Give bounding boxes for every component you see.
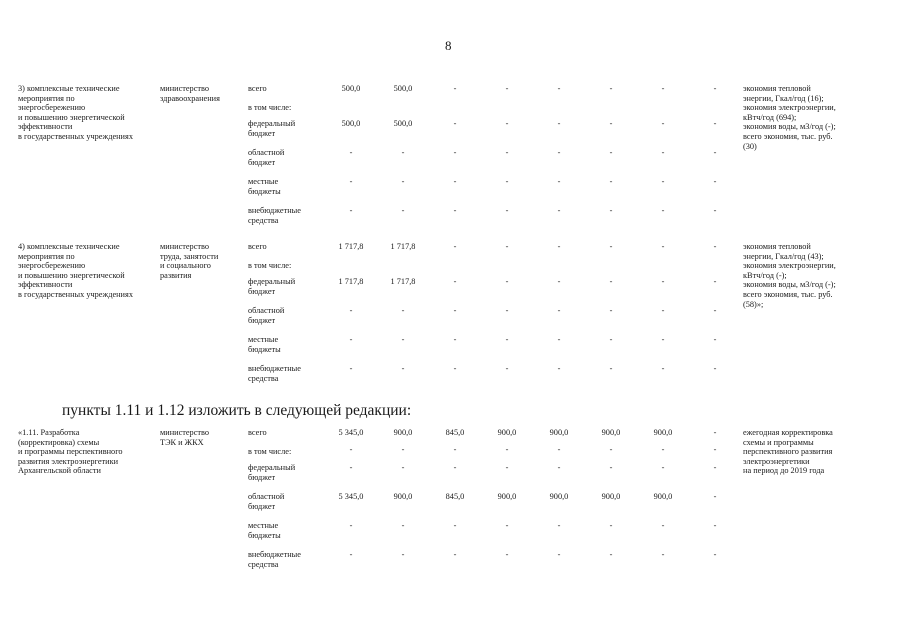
- funding-value: 500,0: [341, 119, 361, 128]
- heading: пункты 1.11 и 1.12 изложить в следующей редакции:: [62, 402, 412, 419]
- funding-value: -: [661, 148, 665, 157]
- funding-value: -: [505, 277, 509, 286]
- funding-row: [0, 306, 905, 334]
- funding-value: -: [453, 463, 457, 472]
- funding-value: -: [713, 335, 717, 344]
- funding-value: -: [557, 84, 561, 93]
- funding-value: -: [401, 148, 405, 157]
- funding-value: -: [661, 119, 665, 128]
- funding-value: -: [557, 177, 561, 186]
- funding-value: -: [557, 550, 561, 559]
- funding-value: 900,0: [393, 428, 413, 437]
- funding-row: [0, 206, 905, 234]
- funding-value: -: [557, 335, 561, 344]
- funding-value: -: [401, 306, 405, 315]
- funding-source: всего: [248, 242, 267, 251]
- funding-value: -: [349, 335, 353, 344]
- funding-value: 500,0: [393, 84, 413, 93]
- funding-value: -: [453, 119, 457, 128]
- funding-value: -: [609, 242, 613, 251]
- funding-value: -: [713, 521, 717, 530]
- funding-value: 900,0: [497, 428, 517, 437]
- funding-value: 900,0: [653, 428, 673, 437]
- funding-value: -: [349, 177, 353, 186]
- funding-source: местные бюджеты: [248, 177, 281, 196]
- funding-value: -: [505, 206, 509, 215]
- funding-value: -: [349, 445, 353, 454]
- funding-value: -: [401, 177, 405, 186]
- funding-value: -: [661, 550, 665, 559]
- funding-source: местные бюджеты: [248, 521, 281, 540]
- funding-value: -: [713, 84, 717, 93]
- funding-value: -: [401, 521, 405, 530]
- funding-value: -: [713, 364, 717, 373]
- funding-value: -: [557, 242, 561, 251]
- funding-value: -: [453, 84, 457, 93]
- funding-value: 845,0: [445, 428, 465, 437]
- funding-value: -: [401, 335, 405, 344]
- funding-value: 1 717,8: [338, 242, 364, 251]
- funding-value: -: [557, 206, 561, 215]
- funding-value: -: [661, 364, 665, 373]
- funding-value: 900,0: [393, 492, 413, 501]
- funding-value: -: [453, 177, 457, 186]
- funding-value: -: [401, 445, 405, 454]
- funding-value: -: [505, 148, 509, 157]
- funding-source: областной бюджет: [248, 148, 285, 167]
- funding-source: в том числе:: [248, 103, 292, 112]
- funding-value: -: [609, 177, 613, 186]
- funding-value: -: [713, 277, 717, 286]
- funding-value: -: [505, 119, 509, 128]
- funding-value: -: [453, 335, 457, 344]
- executor: министерство труда, занятости и социального развития: [160, 242, 219, 280]
- funding-source: федеральный бюджет: [248, 119, 296, 138]
- funding-source: местные бюджеты: [248, 335, 281, 354]
- funding-value: -: [713, 148, 717, 157]
- funding-value: -: [713, 242, 717, 251]
- funding-value: -: [661, 463, 665, 472]
- funding-value: -: [505, 177, 509, 186]
- funding-value: -: [505, 550, 509, 559]
- funding-row: [0, 119, 905, 147]
- funding-value: 900,0: [497, 492, 517, 501]
- funding-value: -: [453, 206, 457, 215]
- funding-row: [0, 521, 905, 549]
- funding-source: областной бюджет: [248, 492, 285, 511]
- funding-source: федеральный бюджет: [248, 277, 296, 296]
- measure-name: 3) комплексные технические мероприятия по энергосбережению и повышению энергетической эффективности в государственных учреждениях: [18, 84, 133, 141]
- funding-value: -: [713, 428, 717, 437]
- funding-value: 900,0: [601, 492, 621, 501]
- funding-source: внебюджетные средства: [248, 206, 301, 225]
- funding-value: 900,0: [601, 428, 621, 437]
- funding-value: -: [505, 306, 509, 315]
- page-number: 8: [445, 38, 452, 53]
- funding-value: -: [609, 550, 613, 559]
- funding-source: всего: [248, 428, 267, 437]
- funding-value: -: [453, 445, 457, 454]
- funding-value: -: [661, 445, 665, 454]
- funding-value: -: [713, 463, 717, 472]
- funding-value: -: [453, 242, 457, 251]
- funding-value: 845,0: [445, 492, 465, 501]
- funding-value: -: [609, 206, 613, 215]
- funding-value: -: [505, 521, 509, 530]
- funding-value: 1 717,8: [390, 242, 416, 251]
- expected-result: экономия тепловой энергии, Гкал/год (16); экономия электроэнергии, кВтч/год (694); экономия воды, м3/год (-); всего экономия, тыс. руб. (30): [743, 84, 836, 151]
- funding-value: -: [609, 306, 613, 315]
- funding-value: -: [661, 242, 665, 251]
- expected-result: ежегодная корректировка схемы и программы перспективного развития электроэнергетики на период до 2019 года: [743, 428, 833, 476]
- funding-value: -: [661, 177, 665, 186]
- measure-name: «1.11. Разработка (корректировка) схемы и программы перспективного развития электроэнергетики Архангельской области: [18, 428, 123, 476]
- funding-value: -: [557, 119, 561, 128]
- funding-value: -: [609, 445, 613, 454]
- funding-value: -: [401, 463, 405, 472]
- funding-value: -: [453, 521, 457, 530]
- funding-value: 1 717,8: [390, 277, 416, 286]
- funding-source: в том числе:: [248, 261, 292, 270]
- funding-value: -: [453, 277, 457, 286]
- funding-value: -: [401, 364, 405, 373]
- funding-value: -: [713, 445, 717, 454]
- funding-value: -: [505, 242, 509, 251]
- funding-value: -: [661, 521, 665, 530]
- funding-value: -: [661, 277, 665, 286]
- funding-value: -: [349, 364, 353, 373]
- funding-value: -: [609, 364, 613, 373]
- funding-source: внебюджетные средства: [248, 364, 301, 383]
- funding-value: -: [557, 277, 561, 286]
- executor: министерство здравоохранения: [160, 84, 220, 103]
- funding-source: в том числе:: [248, 447, 292, 456]
- funding-row: [0, 492, 905, 520]
- funding-value: -: [349, 206, 353, 215]
- funding-value: -: [713, 492, 717, 501]
- funding-row: [0, 148, 905, 176]
- funding-value: -: [609, 119, 613, 128]
- funding-value: 1 717,8: [338, 277, 364, 286]
- executor: министерство ТЭК и ЖКХ: [160, 428, 210, 447]
- funding-value: -: [453, 550, 457, 559]
- funding-value: -: [713, 306, 717, 315]
- funding-value: -: [609, 463, 613, 472]
- funding-value: -: [661, 206, 665, 215]
- funding-value: -: [505, 463, 509, 472]
- funding-value: -: [401, 206, 405, 215]
- funding-value: -: [453, 306, 457, 315]
- funding-value: -: [505, 335, 509, 344]
- funding-value: 5 345,0: [338, 492, 364, 501]
- funding-value: 900,0: [549, 428, 569, 437]
- funding-value: -: [713, 177, 717, 186]
- funding-row: [0, 277, 905, 305]
- funding-value: -: [609, 335, 613, 344]
- funding-row: [0, 177, 905, 205]
- funding-value: 500,0: [341, 84, 361, 93]
- funding-value: -: [661, 306, 665, 315]
- funding-value: -: [661, 84, 665, 93]
- funding-value: -: [661, 335, 665, 344]
- funding-value: -: [609, 148, 613, 157]
- funding-value: -: [609, 277, 613, 286]
- funding-value: -: [557, 463, 561, 472]
- funding-source: всего: [248, 84, 267, 93]
- funding-value: -: [349, 148, 353, 157]
- funding-row: [0, 463, 905, 491]
- funding-value: -: [505, 445, 509, 454]
- funding-value: -: [453, 148, 457, 157]
- funding-value: -: [609, 84, 613, 93]
- funding-value: -: [349, 306, 353, 315]
- funding-value: -: [557, 306, 561, 315]
- funding-value: 900,0: [653, 492, 673, 501]
- funding-value: -: [713, 550, 717, 559]
- funding-value: -: [557, 445, 561, 454]
- funding-source: федеральный бюджет: [248, 463, 296, 482]
- funding-value: -: [557, 521, 561, 530]
- funding-row: [0, 550, 905, 578]
- funding-value: -: [505, 84, 509, 93]
- funding-value: -: [349, 521, 353, 530]
- funding-row: [0, 335, 905, 363]
- funding-source: областной бюджет: [248, 306, 285, 325]
- funding-value: -: [609, 521, 613, 530]
- funding-value: -: [349, 463, 353, 472]
- funding-value: -: [557, 364, 561, 373]
- measure-name: 4) комплексные технические мероприятия по энергосбережению и повышению энергетической эффективности в государственных учреждениях: [18, 242, 133, 299]
- funding-value: -: [557, 148, 561, 157]
- funding-value: -: [505, 364, 509, 373]
- funding-value: -: [713, 206, 717, 215]
- funding-value: -: [349, 550, 353, 559]
- funding-value: -: [401, 550, 405, 559]
- funding-value: 5 345,0: [338, 428, 364, 437]
- funding-value: 900,0: [549, 492, 569, 501]
- funding-source: внебюджетные средства: [248, 550, 301, 569]
- expected-result: экономия тепловой энергии, Гкал/год (43); экономия электроэнергии, кВтч/год (-); экономия воды, м3/год (-); всего экономия, тыс. руб. (58)»;: [743, 242, 836, 309]
- funding-row: [0, 364, 905, 392]
- funding-value: -: [713, 119, 717, 128]
- funding-value: -: [453, 364, 457, 373]
- funding-value: 500,0: [393, 119, 413, 128]
